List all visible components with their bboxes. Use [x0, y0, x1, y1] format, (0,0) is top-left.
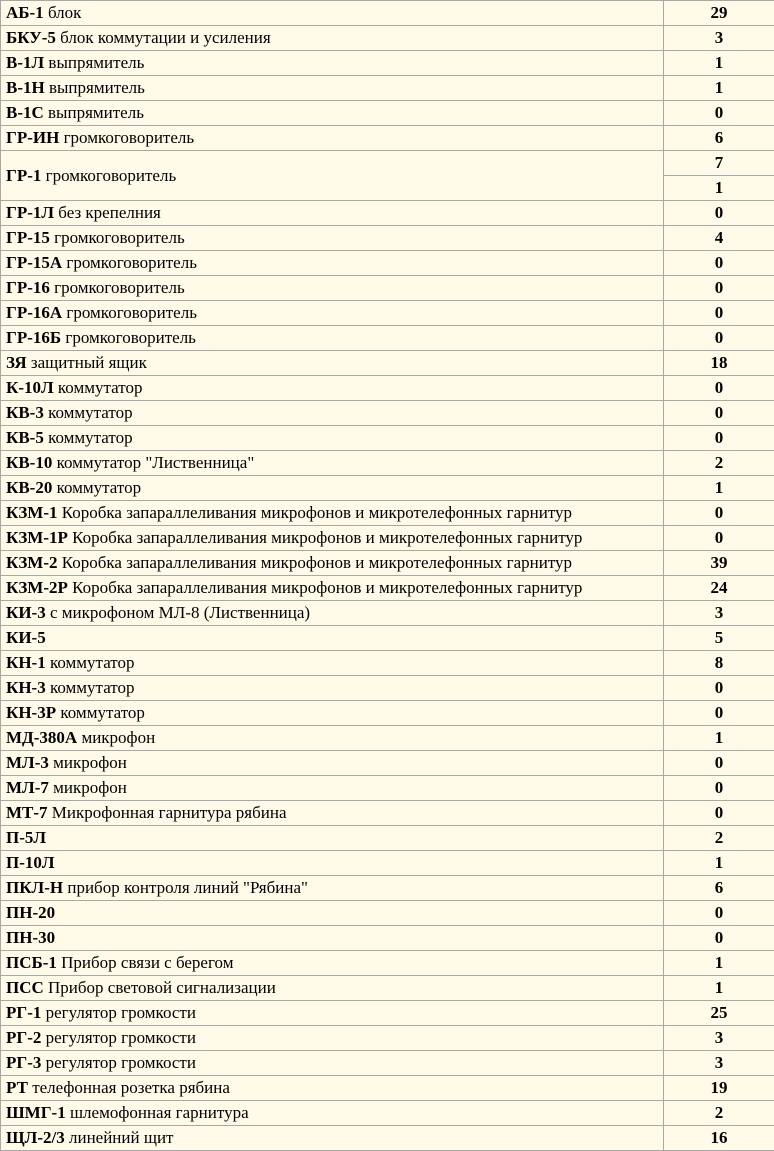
item-quantity: 5 [664, 626, 774, 651]
table-row [1, 551, 774, 576]
item-code: ПН-30 [6, 928, 56, 947]
item-code: КВ-3 [6, 403, 44, 422]
item-code: ГР-1Л [6, 203, 55, 222]
item-description: шлемофонная гарнитура [65, 1103, 249, 1122]
item-quantity: 0 [664, 801, 774, 826]
item-name-cell [1, 951, 664, 976]
item-name-cell [1, 476, 664, 501]
item-name-cell [1, 676, 664, 701]
item-description: микрофон [48, 778, 127, 797]
item-description: регулятор громкости [41, 1028, 196, 1047]
item-name-cell [1, 76, 664, 101]
item-description: микрофон [48, 753, 127, 772]
item-name-cell [1, 851, 664, 876]
item-quantity: 0 [664, 201, 774, 226]
item-code: КЗМ-2Р [6, 578, 68, 597]
table-row [1, 276, 774, 301]
item-name-cell [1, 576, 664, 601]
item-name-cell [1, 701, 664, 726]
item-quantity: 3 [664, 26, 774, 51]
item-code: МТ-7 [6, 803, 48, 822]
item-quantity: 2 [664, 826, 774, 851]
table-row [1, 876, 774, 901]
item-description: коммутатор [45, 653, 135, 672]
item-code: МЛ-7 [6, 778, 49, 797]
item-quantity: 0 [664, 251, 774, 276]
item-quantity: 0 [664, 426, 774, 451]
item-description: Прибор связи с берегом [56, 953, 234, 972]
table-row [1, 601, 774, 626]
item-code: КЗМ-2 [6, 553, 58, 572]
item-name-cell [1, 101, 664, 126]
table-row [1, 726, 774, 751]
item-description: телефонная розетка рябина [27, 1078, 230, 1097]
item-description: громкоговоритель [62, 253, 197, 272]
item-quantity: 0 [664, 401, 774, 426]
item-quantity: 7 [664, 151, 774, 176]
item-name-cell [1, 251, 664, 276]
item-name-cell [1, 1, 664, 26]
item-name-cell [1, 626, 664, 651]
item-description: микрофон [77, 728, 156, 747]
item-quantity: 16 [664, 1126, 774, 1151]
item-name-cell [1, 1026, 664, 1051]
table-row [1, 826, 774, 851]
table-row [1, 676, 774, 701]
item-name-cell [1, 551, 664, 576]
item-quantity: 0 [664, 526, 774, 551]
item-quantity: 0 [664, 676, 774, 701]
item-name-cell [1, 226, 664, 251]
item-description: с микрофоном МЛ-8 (Лиственница) [45, 603, 311, 622]
item-quantity: 2 [664, 1101, 774, 1126]
table-row [1, 1126, 774, 1151]
item-name-cell [1, 51, 664, 76]
item-quantity: 1 [664, 951, 774, 976]
item-description: коммутатор [53, 378, 143, 397]
item-name-cell [1, 501, 664, 526]
item-name-cell [1, 901, 664, 926]
table-row [1, 76, 774, 101]
item-quantity: 0 [664, 701, 774, 726]
item-name-cell [1, 601, 664, 626]
item-code: ЩЛ-2/3 [6, 1128, 65, 1147]
table-row [1, 951, 774, 976]
item-quantity: 1 [664, 726, 774, 751]
item-description: коммутатор [52, 478, 142, 497]
item-description: Коробка запараллеливания микрофонов и микротелефонных гарнитур [57, 553, 573, 572]
item-name-cell [1, 1126, 664, 1151]
table-row [1, 901, 774, 926]
item-description: блок коммутации и усиления [55, 28, 271, 47]
item-quantity: 8 [664, 651, 774, 676]
table-row [1, 301, 774, 326]
item-name-cell [1, 1051, 664, 1076]
table-row [1, 1001, 774, 1026]
item-quantity: 1 [664, 476, 774, 501]
table-row [1, 51, 774, 76]
item-quantity: 39 [664, 551, 774, 576]
item-description: коммутатор [56, 703, 145, 722]
item-name-cell [1, 1101, 664, 1126]
item-description: блок [43, 3, 82, 22]
table-row [1, 501, 774, 526]
table-row [1, 776, 774, 801]
item-description: Микрофонная гарнитура рябина [47, 803, 287, 822]
item-name-cell [1, 926, 664, 951]
table-row [1, 451, 774, 476]
item-name-cell [1, 1001, 664, 1026]
item-name-cell [1, 801, 664, 826]
item-code: ГР-15 [6, 228, 50, 247]
item-code: П-10Л [6, 853, 55, 872]
item-description: Коробка запараллеливания микрофонов и микротелефонных гарнитур [67, 578, 583, 597]
item-name-cell [1, 426, 664, 451]
item-quantity: 0 [664, 376, 774, 401]
item-quantity: 6 [664, 126, 774, 151]
item-code: В-1С [6, 103, 44, 122]
item-code: КИ-5 [6, 628, 46, 647]
item-code: КЗМ-1 [6, 503, 58, 522]
item-name-cell [1, 201, 664, 226]
item-code: РГ-3 [6, 1053, 42, 1072]
item-code: П-5Л [6, 828, 47, 847]
table-row [1, 701, 774, 726]
item-name-cell [1, 276, 664, 301]
item-description: громкоговоритель [49, 278, 185, 297]
table-row [1, 426, 774, 451]
item-description: коммутатор [45, 678, 135, 697]
item-description: регулятор громкости [41, 1003, 196, 1022]
item-code: РТ [6, 1078, 28, 1097]
table-row [1, 526, 774, 551]
item-code: ГР-1 [6, 165, 42, 185]
item-quantity: 24 [664, 576, 774, 601]
item-description: выпрямитель [43, 103, 144, 122]
item-quantity: 4 [664, 226, 774, 251]
item-quantity: 0 [664, 276, 774, 301]
item-description: защитный ящик [26, 353, 147, 372]
item-code: КВ-20 [6, 478, 53, 497]
item-quantity: 0 [664, 776, 774, 801]
item-quantity: 1 [664, 176, 774, 201]
table-row [1, 651, 774, 676]
item-quantity: 0 [664, 101, 774, 126]
item-code: ГР-16Б [6, 328, 62, 347]
item-quantity: 2 [664, 451, 774, 476]
item-description: коммутатор "Лиственница" [52, 453, 255, 472]
table-row [1, 976, 774, 1001]
item-quantity: 1 [664, 976, 774, 1001]
item-description: громкоговоритель [62, 303, 197, 322]
item-quantity: 3 [664, 601, 774, 626]
item-code: ГР-15А [6, 253, 63, 272]
item-code: МД-380А [6, 728, 78, 747]
table-row [1, 926, 774, 951]
table-row [1, 401, 774, 426]
table-row [1, 1076, 774, 1101]
item-quantity: 6 [664, 876, 774, 901]
item-code: АБ-1 [6, 3, 44, 22]
item-code: РГ-1 [6, 1003, 42, 1022]
item-name-cell [1, 326, 664, 351]
table-row [1, 201, 774, 226]
item-name-cell [1, 401, 664, 426]
item-description: громкоговоритель [59, 128, 195, 147]
table-row [1, 851, 774, 876]
item-name-cell [1, 451, 664, 476]
item-quantity: 3 [664, 1051, 774, 1076]
item-code: МЛ-3 [6, 753, 49, 772]
item-code: КЗМ-1Р [6, 528, 68, 547]
table-row [1, 1051, 774, 1076]
item-description: выпрямитель [44, 53, 145, 72]
item-code: ЗЯ [6, 353, 27, 372]
item-name-cell [1, 726, 664, 751]
item-description: Коробка запараллеливания микрофонов и микротелефонных гарнитур [57, 503, 573, 522]
item-name-cell [1, 26, 664, 51]
item-name-cell [1, 126, 664, 151]
item-description: регулятор громкости [41, 1053, 196, 1072]
inventory-table-body [1, 1, 774, 1151]
item-name-cell [1, 526, 664, 551]
item-code: КН-3Р [6, 703, 57, 722]
item-code: ПКЛ-Н [6, 878, 64, 897]
table-row [1, 26, 774, 51]
item-quantity: 0 [664, 501, 774, 526]
item-quantity: 1 [664, 51, 774, 76]
table-row [1, 376, 774, 401]
table-row [1, 126, 774, 151]
item-description: коммутатор [43, 428, 133, 447]
table-row [1, 751, 774, 776]
item-code: ГР-16 [6, 278, 50, 297]
table-row [1, 251, 774, 276]
item-quantity: 0 [664, 926, 774, 951]
item-name-cell [1, 751, 664, 776]
item-code: КВ-10 [6, 453, 53, 472]
item-code: К-10Л [6, 378, 54, 397]
item-code: БКУ-5 [6, 28, 56, 47]
item-description: Прибор световой сигнализации [43, 978, 276, 997]
item-code: ПСС [6, 978, 44, 997]
item-code: ШМГ-1 [6, 1103, 66, 1122]
item-quantity: 3 [664, 1026, 774, 1051]
item-quantity: 0 [664, 301, 774, 326]
item-quantity: 29 [664, 1, 774, 26]
item-name-cell [1, 876, 664, 901]
table-row [1, 801, 774, 826]
item-name-cell [1, 651, 664, 676]
item-quantity: 18 [664, 351, 774, 376]
item-code: КН-3 [6, 678, 46, 697]
table-row [1, 226, 774, 251]
item-description: линейний щит [64, 1128, 174, 1147]
item-description: без крепелния [54, 203, 161, 222]
item-description: громкоговоритель [49, 228, 185, 247]
item-description: коммутатор [43, 403, 133, 422]
item-code: В-1Н [6, 78, 45, 97]
table-row [1, 476, 774, 501]
item-code: ПН-20 [6, 903, 56, 922]
item-code: КН-1 [6, 653, 46, 672]
item-code: ГР-ИН [6, 128, 60, 147]
item-description: прибор контроля линий "Рябина" [63, 878, 308, 897]
item-quantity: 0 [664, 326, 774, 351]
item-code: В-1Л [6, 53, 45, 72]
item-code: ГР-16А [6, 303, 63, 322]
item-name-cell [1, 826, 664, 851]
item-quantity: 1 [664, 76, 774, 101]
table-row [1, 576, 774, 601]
table-row [1, 1101, 774, 1126]
item-quantity: 19 [664, 1076, 774, 1101]
item-description: громкоговоритель [41, 165, 177, 185]
table-row [1, 151, 774, 176]
table-row [1, 626, 774, 651]
item-description: громкоговоритель [61, 328, 196, 347]
item-name-cell [1, 776, 664, 801]
item-quantity: 0 [664, 901, 774, 926]
table-row [1, 1, 774, 26]
item-code: КВ-5 [6, 428, 44, 447]
item-code: КИ-3 [6, 603, 46, 622]
item-code: ПСБ-1 [6, 953, 57, 972]
item-code: РГ-2 [6, 1028, 42, 1047]
item-quantity: 1 [664, 851, 774, 876]
table-row [1, 351, 774, 376]
item-name-cell [1, 376, 664, 401]
item-name-cell [1, 151, 664, 201]
item-quantity: 25 [664, 1001, 774, 1026]
table-row [1, 326, 774, 351]
item-name-cell [1, 351, 664, 376]
item-name-cell [1, 976, 664, 1001]
item-name-cell [1, 1076, 664, 1101]
item-quantity: 0 [664, 751, 774, 776]
item-description: Коробка запараллеливания микрофонов и микротелефонных гарнитур [67, 528, 583, 547]
table-row [1, 1026, 774, 1051]
item-name-cell [1, 301, 664, 326]
table-row [1, 101, 774, 126]
item-description: выпрямитель [44, 78, 145, 97]
